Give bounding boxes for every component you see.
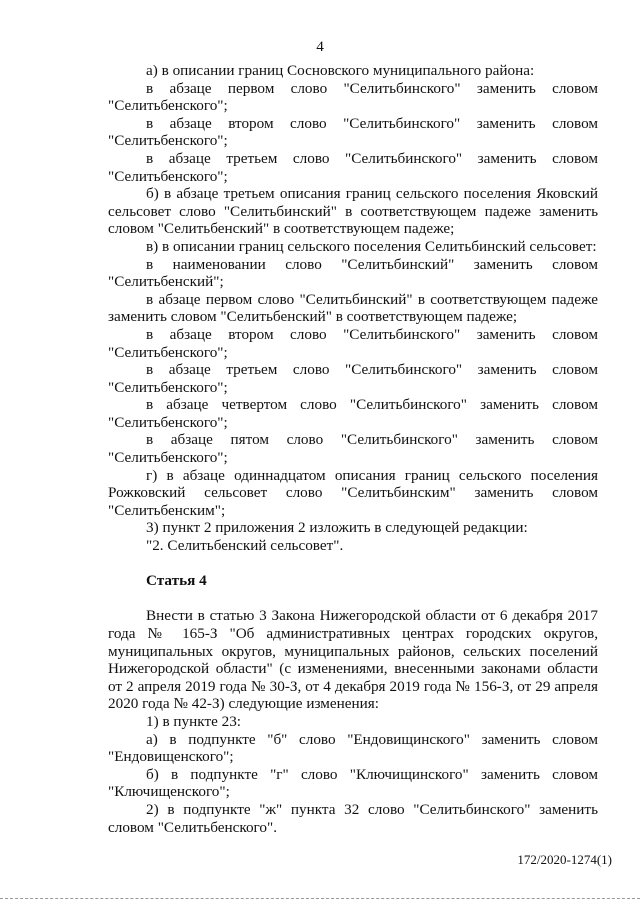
paragraph: "Селитьбенского";	[108, 343, 228, 361]
paragraph: в абзаце втором слово "Селитьбинского" заменить словом	[146, 325, 598, 343]
paragraph: в наименовании слово "Селитьбинский" заменить словом	[146, 255, 598, 273]
paragraph: г) в абзаце одиннадцатом описания границ сельского поселения Рожковский сельсовет слово "Селитьбинским" заменить словом "Селитьбенским";	[108, 466, 598, 519]
paragraph: "2. Селитьбенский сельсовет".	[146, 537, 344, 555]
document-body	[108, 62, 598, 836]
page-number: 4	[316, 38, 324, 55]
document-code: 172/2020-1274(1)	[517, 852, 612, 867]
paragraph: в) в описании границ сельского поселения Селитьбинский сельсовет:	[146, 237, 597, 255]
paragraph: в абзаце втором слово "Селитьбинского" заменить словом	[146, 114, 598, 132]
paragraph: а) в описании границ Сосновского муниципального района:	[146, 62, 535, 79]
paragraph: б) в абзаце третьем описания границ сельского поселения Яковский сельсовет слово "Селитьбинский" в соответствующем падеже заменить словом "Селитьбенский" в соответствующем падеже;	[108, 185, 598, 238]
amendments-block	[108, 62, 598, 555]
article-4-block	[108, 607, 598, 836]
paragraph: в абзаце четвертом слово "Селитьбинского" заменить словом	[146, 396, 598, 414]
page-edge-divider	[0, 898, 640, 899]
article-heading: Статья 4	[146, 572, 207, 590]
paragraph: 2) в подпункте "ж" пункта 32 слово "Селитьбинского" заменить словом "Селитьбенского".	[108, 800, 598, 836]
paragraph: в абзаце третьем слово "Селитьбинского" заменить словом	[146, 149, 598, 167]
paragraph: 3) пункт 2 приложения 2 изложить в следующей редакции:	[146, 519, 528, 537]
paragraph: "Селитьбенского";	[108, 97, 228, 115]
paragraph: "Селитьбенского";	[108, 378, 228, 396]
paragraph: в абзаце первом слово "Селитьбинский" в соответствующем падеже заменить словом "Селитьбенский" в соответствующем падеже;	[108, 290, 598, 326]
paragraph: в абзаце первом слово "Селитьбинского" заменить словом	[146, 79, 598, 97]
paragraph: "Селитьбенского";	[108, 167, 228, 185]
paragraph: "Селитьбенский";	[108, 273, 224, 291]
paragraph: в абзаце пятом слово "Селитьбинского" заменить словом	[146, 431, 598, 449]
paragraph: а) в подпункте "б" слово "Ендовищинского" заменить словом "Ендовищенского";	[108, 730, 598, 766]
paragraph: "Селитьбенского";	[108, 132, 228, 150]
paragraph: "Селитьбенского";	[108, 413, 228, 431]
paragraph: в абзаце третьем слово "Селитьбинского" заменить словом	[146, 361, 598, 379]
paragraph: 1) в пункте 23:	[146, 712, 242, 730]
paragraph: Внести в статью 3 Закона Нижегородской области от 6 декабря 2017 года № 165-З "Об административных центрах городских округов, муниципальных округов, муниципальных районов, сельских поселений Нижегородской области" (с изменениями, внесенными законами области от 2 апреля 2019 года № 30-З, от 4 декабря 2019 года № 156-З, от 29 апреля 2020 года № 42-З) следующие изменения:	[108, 607, 598, 713]
paragraph: "Селитьбенского";	[108, 449, 228, 467]
paragraph: б) в подпункте "г" слово "Ключищинского" заменить словом "Ключищенского";	[108, 765, 598, 801]
